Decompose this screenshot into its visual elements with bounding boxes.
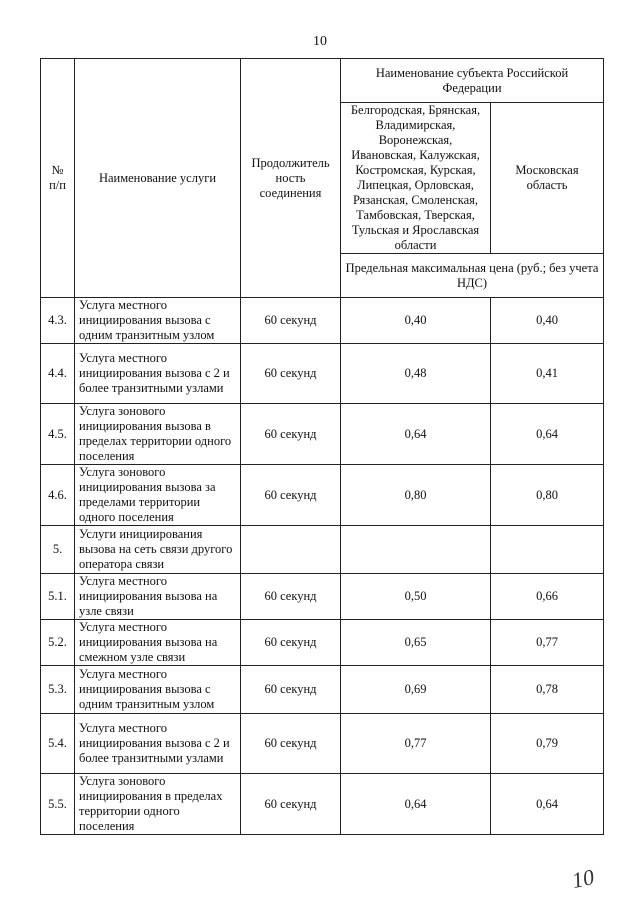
row-service: Услуга зонового инициирования вызова в пределах территории одного поселения — [75, 404, 241, 465]
row-price-b: 0,64 — [491, 774, 604, 835]
row-service: Услуга местного инициирования вызова с 2 и более транзитными узлами — [75, 344, 241, 404]
row-price-a — [341, 526, 491, 574]
row-service: Услуги инициирования вызова на сеть связи другого оператора связи — [75, 526, 241, 574]
row-num: 4.3. — [41, 298, 75, 344]
header-region-group: Наименование субъекта Российской Федерации — [341, 59, 604, 103]
table-row — [41, 404, 604, 465]
row-price-a: 0,64 — [341, 404, 491, 465]
row-duration: 60 секунд — [241, 620, 341, 666]
tariff-table — [40, 58, 604, 835]
page-number: 10 — [313, 34, 327, 49]
row-duration: 60 секунд — [241, 465, 341, 526]
row-price-a: 0,80 — [341, 465, 491, 526]
row-price-a: 0,64 — [341, 774, 491, 835]
row-duration: 60 секунд — [241, 574, 341, 620]
row-num: 5.4. — [41, 714, 75, 774]
row-duration: 60 секунд — [241, 404, 341, 465]
row-num: 5.2. — [41, 620, 75, 666]
row-price-b: 0,80 — [491, 465, 604, 526]
header-regions-a: Белгородская, Брянская, Владимирская, Воронежская, Ивановская, Калужская, Костромская, Курская, Липецкая, Орловская, Рязанская, Смоленская, Тамбовская, Тверская, Тульская и Ярославская области — [341, 103, 491, 254]
row-price-b: 0,78 — [491, 666, 604, 714]
table-row — [41, 714, 604, 774]
row-service: Услуга местного инициирования вызова с одним транзитным узлом — [75, 298, 241, 344]
table-row — [41, 574, 604, 620]
row-service: Услуга зонового инициирования вызова за пределами территории одного поселения — [75, 465, 241, 526]
header-price-caption: Предельная максимальная цена (руб.; без учета НДС) — [341, 254, 604, 298]
table-row — [41, 620, 604, 666]
row-price-b: 0,77 — [491, 620, 604, 666]
row-duration: 60 секунд — [241, 344, 341, 404]
row-num: 5.3. — [41, 666, 75, 714]
row-num: 5. — [41, 526, 75, 574]
row-service: Услуга местного инициирования вызова на узле связи — [75, 574, 241, 620]
row-num: 4.5. — [41, 404, 75, 465]
row-price-a: 0,77 — [341, 714, 491, 774]
row-price-a: 0,40 — [341, 298, 491, 344]
row-num: 5.5. — [41, 774, 75, 835]
row-num: 4.4. — [41, 344, 75, 404]
row-price-b: 0,79 — [491, 714, 604, 774]
row-duration: 60 секунд — [241, 298, 341, 344]
row-price-a: 0,48 — [341, 344, 491, 404]
header-regions-b: Московская область — [491, 103, 604, 254]
row-service: Услуга зонового инициирования в пределах территории одного поселения — [75, 774, 241, 835]
table-row — [41, 666, 604, 714]
row-price-b — [491, 526, 604, 574]
row-duration — [241, 526, 341, 574]
row-num: 5.1. — [41, 574, 75, 620]
row-duration: 60 секунд — [241, 666, 341, 714]
row-duration: 60 секунд — [241, 774, 341, 835]
row-price-b: 0,64 — [491, 404, 604, 465]
table-row — [41, 526, 604, 574]
header-num: № п/п — [41, 59, 75, 298]
row-num: 4.6. — [41, 465, 75, 526]
row-service: Услуга местного инициирования вызова с одним транзитным узлом — [75, 666, 241, 714]
handwritten-page-mark: 10 — [569, 863, 597, 894]
row-price-b: 0,40 — [491, 298, 604, 344]
table-row — [41, 774, 604, 835]
table-row — [41, 344, 604, 404]
row-price-b: 0,41 — [491, 344, 604, 404]
row-service: Услуга местного инициирования вызова с 2 и более транзитными узлами — [75, 714, 241, 774]
row-price-a: 0,69 — [341, 666, 491, 714]
table-row — [41, 465, 604, 526]
table-row — [41, 298, 604, 344]
row-price-a: 0,50 — [341, 574, 491, 620]
row-duration: 60 секунд — [241, 714, 341, 774]
row-price-a: 0,65 — [341, 620, 491, 666]
row-service: Услуга местного инициирования вызова на смежном узле связи — [75, 620, 241, 666]
header-duration: Продолжитель ность соединения — [241, 59, 341, 298]
row-price-b: 0,66 — [491, 574, 604, 620]
header-service: Наименование услуги — [75, 59, 241, 298]
